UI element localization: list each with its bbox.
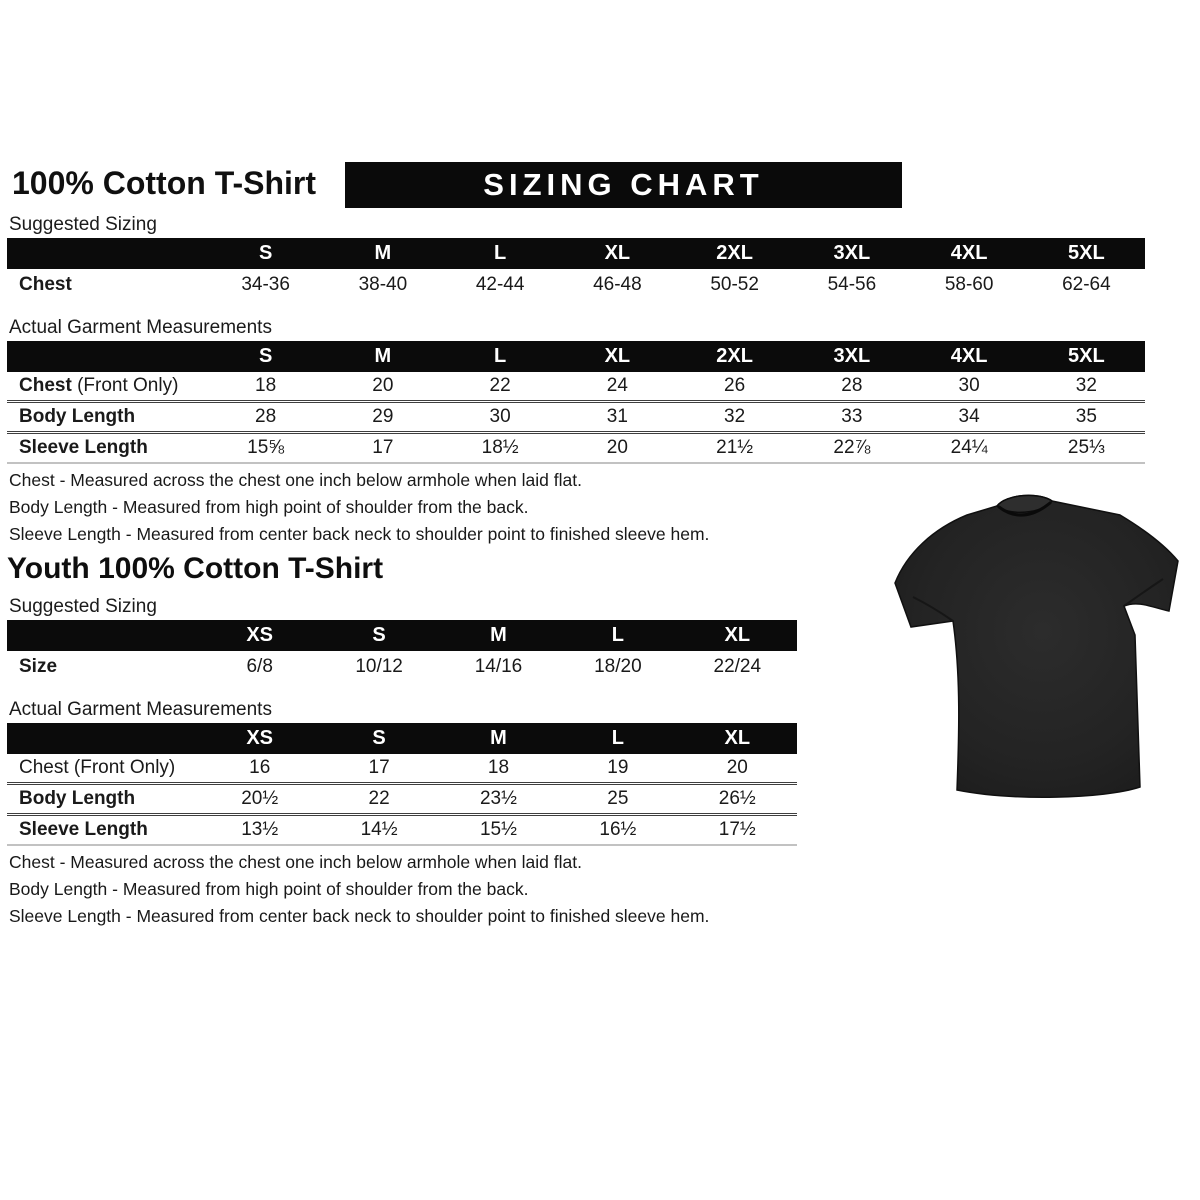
size-column-header: 4XL bbox=[911, 238, 1028, 269]
tshirt-photo bbox=[893, 487, 1183, 812]
size-column-header: L bbox=[558, 723, 677, 754]
measurement-cell: 62-64 bbox=[1062, 274, 1111, 295]
measurement-cell: 32 bbox=[676, 402, 793, 433]
measurement-cell: 24 bbox=[606, 375, 628, 396]
measurement-cell: 32 bbox=[1075, 375, 1097, 396]
measurement-cell: 23½ bbox=[439, 784, 558, 815]
size-column-header: XS bbox=[200, 723, 319, 754]
size-column-header: 3XL bbox=[793, 341, 910, 372]
measurement-cell: 25 bbox=[558, 784, 677, 815]
size-column-header: XL bbox=[559, 341, 676, 372]
measurement-cell: 54-56 bbox=[827, 274, 877, 295]
size-column-header: XS bbox=[200, 620, 319, 651]
measurement-cell: 22/24 bbox=[713, 656, 762, 677]
adult-suggested-sizing-table bbox=[7, 238, 1145, 301]
measurement-cell: 35 bbox=[1028, 402, 1145, 433]
measurement-cell: 14½ bbox=[319, 815, 438, 846]
note-line: Sleeve Length - Measured from center back neck to shoulder point to finished sleeve hem. bbox=[9, 524, 710, 544]
measurement-cell: 10/12 bbox=[355, 656, 403, 677]
measurement-cell: 19 bbox=[607, 757, 629, 778]
measurement-cell: 28 bbox=[207, 402, 324, 433]
youth-actual-measurements-table bbox=[7, 723, 797, 846]
size-column-header: L bbox=[442, 341, 559, 372]
sizing-chart-banner bbox=[345, 162, 902, 208]
size-column-header: M bbox=[324, 238, 441, 269]
size-column-header: 2XL bbox=[676, 238, 793, 269]
measurement-cell: 13½ bbox=[200, 815, 319, 846]
measurement-cell: 20 bbox=[372, 375, 394, 396]
measurement-cell: 34-36 bbox=[241, 274, 290, 295]
section-label-adult-suggested: Suggested Sizing bbox=[9, 214, 157, 235]
section-label-youth-suggested: Suggested Sizing bbox=[9, 596, 157, 617]
measurement-cell: 33 bbox=[793, 402, 910, 433]
size-column-header: M bbox=[324, 341, 441, 372]
corner-cell bbox=[7, 341, 207, 372]
tshirt-body bbox=[895, 495, 1178, 797]
corner-cell bbox=[7, 238, 207, 269]
row-label: Body Length bbox=[7, 784, 200, 815]
adult-actual-measurements-table bbox=[7, 341, 1145, 464]
measurement-cell: 17½ bbox=[678, 815, 797, 846]
measurement-cell: 18 bbox=[255, 375, 277, 396]
size-column-header: 5XL bbox=[1028, 238, 1145, 269]
table-row bbox=[7, 372, 1145, 402]
measurement-cell: 26½ bbox=[678, 784, 797, 815]
measurement-cell: 46-48 bbox=[593, 274, 642, 295]
row-label: Size bbox=[19, 656, 58, 677]
measurement-cell: 30 bbox=[442, 402, 559, 433]
measurement-cell: 6/8 bbox=[246, 656, 273, 677]
measurement-cell: 17 bbox=[324, 433, 441, 464]
section-label-youth-actual: Actual Garment Measurements bbox=[9, 699, 272, 720]
size-column-header: S bbox=[319, 723, 438, 754]
size-column-header: 4XL bbox=[911, 341, 1028, 372]
measurement-cell: 22 bbox=[489, 375, 511, 396]
measurement-cell: 21½ bbox=[676, 433, 793, 464]
size-column-header: M bbox=[439, 620, 558, 651]
measurement-cell: 22 bbox=[319, 784, 438, 815]
row-label: Chest (Front Only) bbox=[19, 375, 179, 396]
size-column-header: M bbox=[439, 723, 558, 754]
measurement-cell: 20 bbox=[726, 757, 748, 778]
measurement-cell: 58-60 bbox=[944, 274, 994, 295]
youth-measurement-notes bbox=[7, 853, 1167, 926]
measurement-cell: 15⅝ bbox=[207, 433, 324, 464]
measurement-cell: 28 bbox=[841, 375, 863, 396]
measurement-cell: 18½ bbox=[442, 433, 559, 464]
measurement-cell: 14/16 bbox=[474, 656, 523, 677]
table-row bbox=[7, 651, 797, 683]
size-column-header: XL bbox=[678, 620, 797, 651]
youth-page-title: Youth 100% Cotton T-Shirt bbox=[7, 552, 384, 585]
table-row bbox=[7, 269, 1145, 301]
corner-cell bbox=[7, 620, 200, 651]
measurement-cell: 22⅞ bbox=[793, 433, 910, 464]
size-column-header: 2XL bbox=[676, 341, 793, 372]
measurement-cell: 17 bbox=[368, 757, 390, 778]
measurement-cell: 18 bbox=[487, 757, 510, 778]
measurement-cell: 25⅓ bbox=[1028, 433, 1145, 464]
size-column-header: XL bbox=[678, 723, 797, 754]
size-column-header: S bbox=[207, 238, 324, 269]
size-column-header: 3XL bbox=[793, 238, 910, 269]
size-column-header: L bbox=[558, 620, 677, 651]
measurement-cell: 29 bbox=[324, 402, 441, 433]
table-row bbox=[7, 754, 797, 784]
note-line: Sleeve Length - Measured from center back neck to shoulder point to finished sleeve hem. bbox=[9, 906, 710, 926]
table-row bbox=[7, 815, 797, 846]
measurement-cell: 38-40 bbox=[358, 274, 408, 295]
note-line: Chest - Measured across the chest one inch below armhole when laid flat. bbox=[9, 852, 582, 872]
measurement-cell: 24¼ bbox=[911, 433, 1028, 464]
measurement-cell: 26 bbox=[724, 375, 746, 396]
size-column-header: L bbox=[442, 238, 559, 269]
row-label: Sleeve Length bbox=[7, 815, 200, 846]
note-line: Body Length - Measured from high point of shoulder from the back. bbox=[9, 879, 529, 899]
measurement-cell: 50-52 bbox=[710, 274, 759, 295]
size-column-header: S bbox=[319, 620, 438, 651]
measurement-cell: 16½ bbox=[558, 815, 677, 846]
size-column-header: 5XL bbox=[1028, 341, 1145, 372]
measurement-cell: 34 bbox=[911, 402, 1028, 433]
row-label: Chest bbox=[19, 274, 72, 295]
youth-suggested-sizing-table bbox=[7, 620, 797, 683]
size-column-header: S bbox=[207, 341, 324, 372]
measurement-cell: 18/20 bbox=[594, 656, 642, 677]
table-row bbox=[7, 784, 797, 815]
note-line: Chest - Measured across the chest one inch below armhole when laid flat. bbox=[9, 470, 582, 490]
row-label: Body Length bbox=[7, 402, 207, 433]
measurement-cell: 20½ bbox=[200, 784, 319, 815]
section-label-adult-actual: Actual Garment Measurements bbox=[9, 317, 272, 338]
table-row bbox=[7, 402, 1145, 433]
row-label: Chest (Front Only) bbox=[19, 757, 176, 778]
measurement-cell: 20 bbox=[559, 433, 676, 464]
header-bar bbox=[7, 162, 1167, 212]
sizing-chart-banner-label: SIZING CHART bbox=[483, 167, 764, 202]
corner-cell bbox=[7, 723, 200, 754]
measurement-cell: 30 bbox=[958, 375, 980, 396]
measurement-cell: 15½ bbox=[439, 815, 558, 846]
page-title: 100% Cotton T-Shirt bbox=[12, 165, 317, 201]
measurement-cell: 42-44 bbox=[475, 274, 525, 295]
note-line: Body Length - Measured from high point of shoulder from the back. bbox=[9, 497, 529, 517]
measurement-cell: 31 bbox=[559, 402, 676, 433]
measurement-cell: 16 bbox=[249, 757, 271, 778]
size-column-header: XL bbox=[559, 238, 676, 269]
row-label: Sleeve Length bbox=[7, 433, 207, 464]
table-row bbox=[7, 433, 1145, 464]
